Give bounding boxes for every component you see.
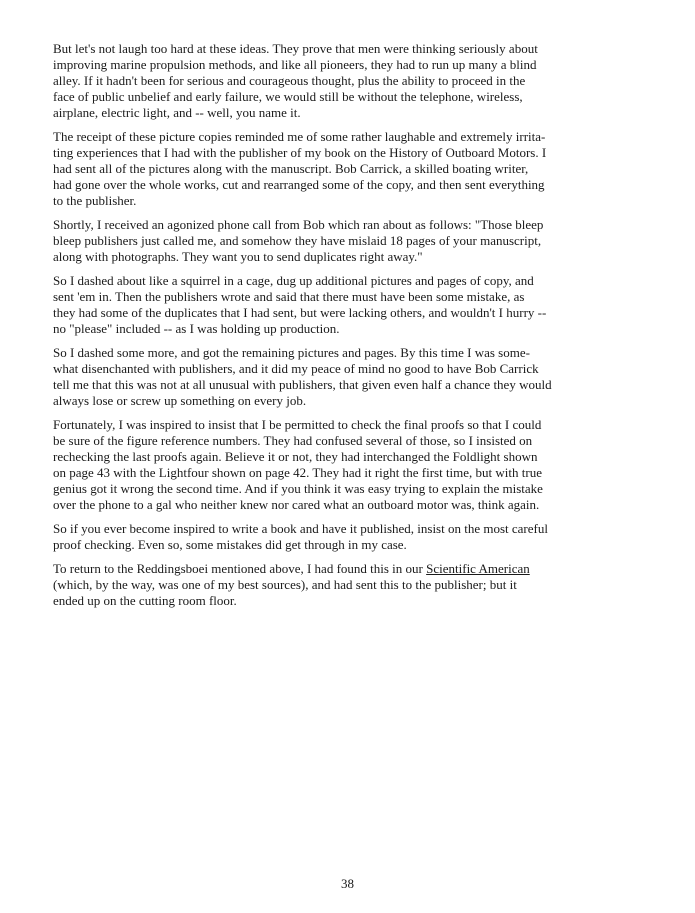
paragraph-2: The receipt of these picture copies reminded me of some rather laughable and extremely irrita- ting experiences that I had with the publisher of my book on the History of Outboard Motors. I had sent all of the pictures along with the manuscript. Bob Carrick, a skilled boating writer, had gone over the whole works, cut and rearranged some of the copy, and then sent everything to the publisher.	[53, 129, 547, 208]
document-page	[53, 41, 643, 617]
paragraph-7: So if you ever become inspired to write a book and have it published, insist on the most careful proof checking. Even so, some mistakes did get through in my case.	[53, 521, 548, 552]
paragraph-1: But let's not laugh too hard at these ideas. They prove that men were thinking seriously about improving marine propulsion methods, and like all pioneers, they had to run up many a blind alley. If it hadn't been for serious and courageous thought, plus the ability to proceed in the face of public unbelief and early failure, we would still be without the telephone, wireless, airplane, electric light, and -- well, you name it.	[53, 41, 538, 120]
paragraph-8	[53, 561, 643, 609]
paragraph-6: Fortunately, I was inspired to insist that I be permitted to check the final proofs so that I could be sure of the figure reference numbers. They had confused several of those, so I insisted on rechecking the last proofs again. Believe it or not, they had interchanged the Foldlight shown on page 43 with the Lightfour shown on page 42. They had it right the first time, but with true genius got it wrong the second time. And if you think it was easy trying to explain the mistake over the phone to a gal who neither knew nor cared what an outboard motor was, think again.	[53, 417, 543, 512]
paragraph-8-text-start: To return to the Reddingsboei mentioned above, I had found this in our	[53, 561, 427, 576]
page-number: 38	[341, 876, 354, 891]
publication-title-underlined: Scientific American	[426, 561, 530, 576]
paragraph-3: Shortly, I received an agonized phone call from Bob which ran about as follows: "Those bleep bleep publishers just called me, and somehow they have mislaid 18 pages of your manuscript, along with photographs. They want you to send duplicates right away."	[53, 217, 544, 264]
paragraph-8-text-end: (which, by the way, was one of my best sources), and had sent this to the publisher; but it ended up on the cutting room floor.	[53, 577, 517, 608]
paragraph-5: So I dashed some more, and got the remaining pictures and pages. By this time I was some- what disenchanted with publishers, and it did my peace of mind no good to have Bob Carrick tell me that this was not at all unusual with publishers, that given even half a chance they would always lose or screw up something on every job.	[53, 345, 552, 408]
paragraph-4: So I dashed about like a squirrel in a cage, dug up additional pictures and pages of copy, and sent 'em in. Then the publishers wrote and said that there must have been some mistake, as they had some of the duplicates that I had sent, but were lacking others, and wouldn't I hurry -- no "please" included -- as I was holding up production.	[53, 273, 547, 336]
